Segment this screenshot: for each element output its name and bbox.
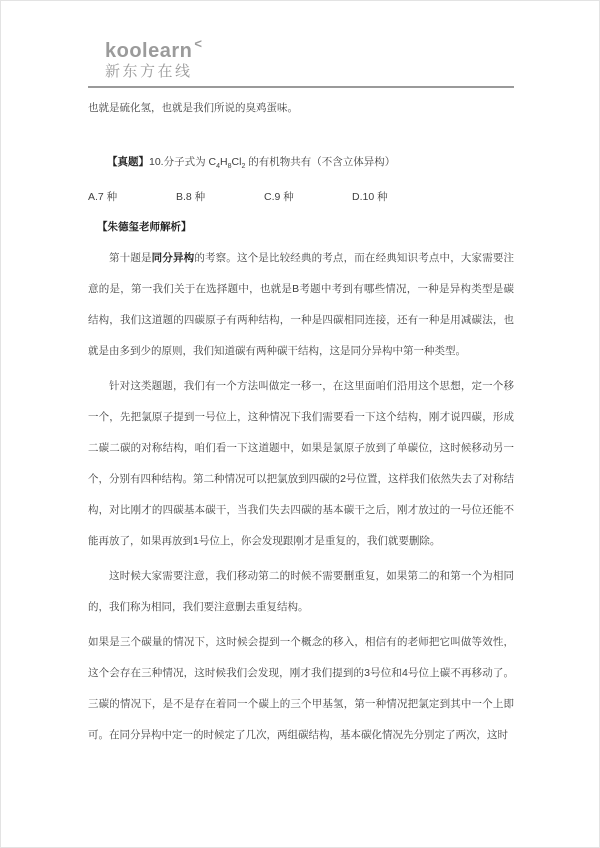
answer-options [88, 182, 514, 212]
document-body [88, 93, 514, 751]
option-b: B.8 种 [176, 191, 206, 203]
brand-header [88, 36, 514, 88]
formula-element: C [208, 156, 217, 168]
intro-text: 也就是硫化氢，也就是我们所说的臭鸡蛋味。 [88, 102, 298, 114]
formula-subscript: 4 [216, 163, 221, 171]
option-c: C.9 种 [264, 191, 294, 203]
chemical-formula [208, 156, 246, 171]
logo-wordmark [105, 36, 514, 62]
header-divider [88, 86, 514, 88]
page-content [1, 1, 599, 751]
question-tag: 【真题】 [107, 156, 149, 168]
paragraph-text: 的考察。这个是比较经典的考点，而在经典知识考点中，大家需要注意的是，第一我们关于在选择题中，也就是B考题中考到有哪些情况，一种是异构类型是碳结构，我们这道题的四碳原子有两种结构，一种是四碳相同连接，还有一种是用减碳法，也就是由多到少的原则，我们知道碳有两种碳干结构，这是同分异构中第一种类型。 [88, 252, 515, 357]
question-suffix: 的有机物共有（不含立体异构） [245, 156, 396, 168]
formula-subscript: 2 [241, 163, 246, 171]
formula-element: H [220, 156, 228, 168]
question-prefix: 10.分子式为 [149, 156, 209, 168]
paragraph-bold-term: 同分异构 [151, 252, 195, 264]
logo-chevron-icon: < [194, 36, 202, 51]
koolearn-logo [105, 36, 514, 80]
logo-chinese-name: 新东方在线 [105, 63, 193, 80]
paragraph-text: 第十题是 [109, 252, 152, 264]
logo-text: koolearn [105, 40, 193, 62]
analysis-paragraph-4: 如果是三个碳量的情况下，这时候会提到一个概念的移入，相信有的老师把它叫做等效性，这个会存在三种情况，这时候我们会发现，刚才我们提到的3号位和4号位上碳不再移动了。三碳的情况下，是不是存在着同一个碳上的三个甲基氢，第一种情况把氯定到其中一个上即可。在同分异构中定一的时候定了几次，两组碳结构，基本碳化情况先分别定了两次，这时 [88, 636, 514, 741]
analysis-paragraph-3: 这时候大家需要注意，我们移动第二的时候不需要删重复，如果第二的和第一个为相同的，我们称为相同，我们要注意删去重复结构。 [88, 570, 514, 613]
option-a: A.7 种 [88, 191, 118, 203]
analysis-paragraph-2: 针对这类题题，我们有一个方法叫做定一移一，在这里面咱们沿用这个思想，定一个移一个，先把氯原子提到一号位上，这种情况下我们需要看一下这个结构，刚才说四碳，形成二碳二碳的对称结构，咱们看一下这道题中，如果是氯原子放到了单碳位，这时候移动另一个，分别有四种结构。第二种情况可以把氯放到四碳的2号位置，这样我们依然失去了对称结构，对比刚才的四碳基本碳干，当我们失去四碳的基本碳干之后，刚才放过的一号位还能不能再放了，如果再放到1号位上，你会发现跟刚才是重复的，我们就要删除。 [88, 380, 514, 547]
formula-subscript: 8 [227, 163, 232, 171]
option-d: D.10 种 [352, 191, 388, 203]
formula-element: Cl [231, 156, 242, 168]
question-line [88, 147, 514, 177]
analysis-header: 【朱德玺老师解析】 [97, 221, 192, 233]
analysis-paragraph-1 [88, 243, 514, 367]
